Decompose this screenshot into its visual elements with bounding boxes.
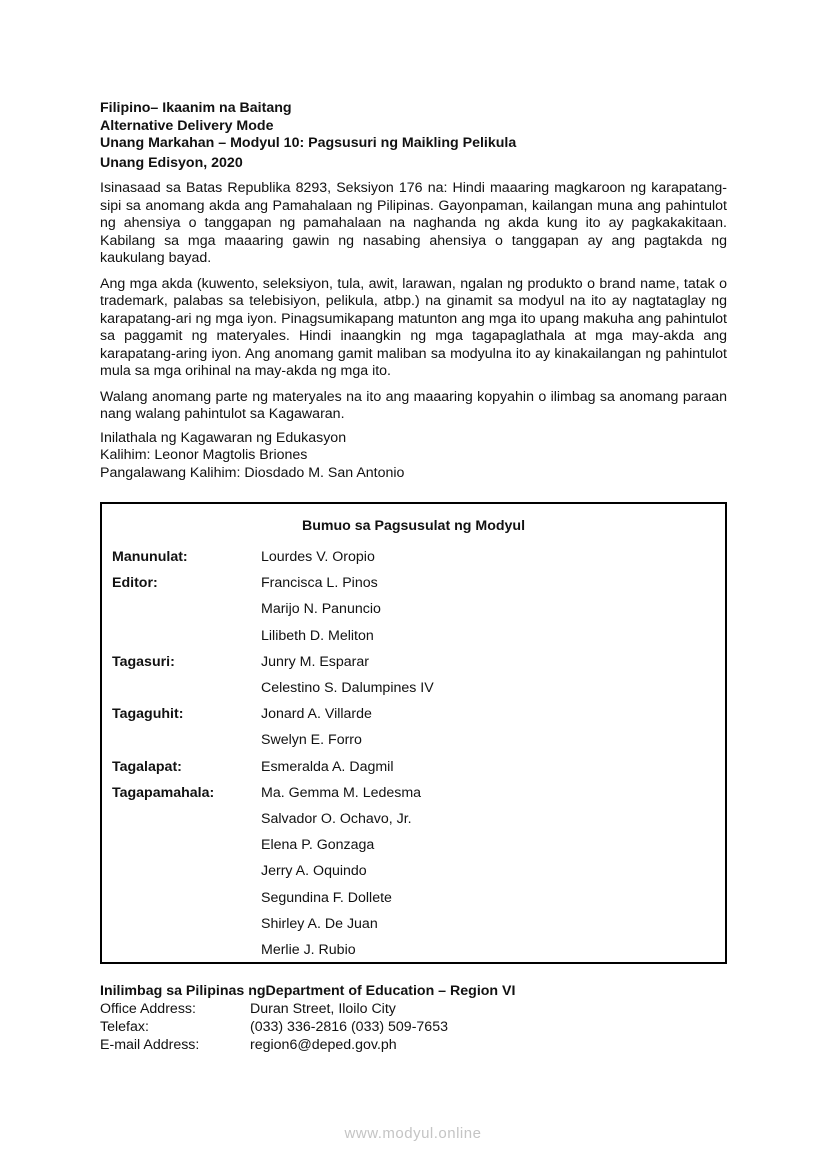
credit-name: Esmeralda A. Dagmil [261,758,394,775]
credit-role: Tagalapat: [112,758,182,775]
credit-name: Segundina F. Dollete [261,889,392,906]
credit-row [112,858,434,884]
credit-role: Editor: [112,575,158,592]
credit-role: Tagasuri: [112,653,175,670]
subject-title: Filipino– Ikaanim na Baitang [100,100,292,116]
secretary-line: Kalihim: Leonor Magtolis Briones [100,447,308,464]
credit-row [112,780,434,806]
contact-label: Office Address: [100,1001,196,1017]
edition: Unang Edisyon, 2020 [100,154,243,171]
credit-name: Jonard A. Villarde [261,706,372,723]
credit-name: Celestino S. Dalumpines IV [261,680,434,697]
copyright-paragraph: Isinasaad sa Batas Republika 8293, Seksiyon 176 na: Hindi maaaring magkaroon ng karapatang-sipi sa anomang akda ang Pamahalaan ng Pilipinas. Gayonpaman, kailangan muna ang pahintulot ng ahensiya o tanggapan ng pamahalaan na naghanda ng akda kung ito ay pagkakakitaan. Kabilang sa mga maaaring gawin ng nasabing ahensiya o tanggapan ay ang pagtakda ng kaukulang bayad. [100,180,727,266]
credit-row [112,937,434,963]
contact-value: Duran Street, Iloilo City [250,1001,396,1017]
credit-name: Shirley A. De Juan [261,915,378,932]
credit-row [112,911,434,937]
copyright-paragraph: Ang mga akda (kuwento, seleksiyon, tula, awit, larawan, ngalan ng produkto o brand name, tatak o trademark, palabas sa telebisiyon, pelikula, atbp.) na ginamit sa modyul na ito ay nagtataglay ng karapatang-ari ng mga iyon. Pinagsumikapang matunton ang mga ito upang makuha ang pahintulot sa paggamit ng materyales. Hindi inaangkin ng mga tagapaglathala at mga may-akda ang karapatang-aring iyon. Ang anomang gamit maliban sa modyulna ito ay kinakailangan ng pahintulot mula sa mga orihinal na may-akda ng mga ito. [100,275,727,379]
credits-title: Bumuo sa Pagsusulat ng Modyul [301,518,526,534]
contact-info [100,1000,515,1054]
credit-name: Merlie J. Rubio [261,941,356,958]
credit-row [112,727,434,753]
publisher-info [100,430,727,483]
undersecretary-line: Pangalawang Kalihim: Diosdado M. San Antonio [100,464,405,481]
watermark: www.modyul.online [344,1125,482,1142]
credit-name: Salvador O. Ochavo, Jr. [261,810,412,827]
credit-name: Francisca L. Pinos [261,575,378,592]
credit-name: Ma. Gemma M. Ledesma [261,784,422,801]
credit-name: Marijo N. Panuncio [261,601,381,618]
credit-row [112,754,434,780]
credit-row [112,596,434,622]
publisher-line: Inilathala ng Kagawaran ng Edukasyon [100,429,347,446]
credit-row [112,884,434,910]
delivery-mode: Alternative Delivery Mode [100,117,274,134]
credit-row [112,544,434,570]
contact-row [100,1000,515,1018]
credit-row [112,649,434,675]
credit-role: Tagaguhit: [112,706,184,723]
credit-name: Lilibeth D. Meliton [261,627,374,644]
credits-list [112,544,434,963]
credit-name: Swelyn E. Forro [261,732,362,749]
credit-name: Jerry A. Oquindo [261,863,367,880]
contact-value: region6@deped.gov.ph [250,1037,397,1053]
credit-row [112,623,434,649]
credit-name: Elena P. Gonzaga [261,837,375,854]
contact-value: (033) 336-2816 (033) 509-7653 [250,1019,448,1035]
copyright-paragraph: Walang anomang parte ng materyales na ito ang maaaring kopyahin o ilimbag sa anomang paraan nang walang pahintulot sa Kagawaran. [100,388,727,422]
contact-row [100,1036,515,1054]
credit-row [112,701,434,727]
credit-row [112,570,434,596]
credit-name: Lourdes V. Oropio [261,549,375,566]
credit-name: Junry M. Esparar [261,653,370,670]
contact-label: Telefax: [100,1019,149,1035]
credit-row [112,675,434,701]
contact-row [100,1018,515,1036]
printed-by: Inilimbag sa Pilipinas ngDepartment of Education – Region VI [100,983,516,999]
credits-box [100,502,727,964]
copyright-page [100,100,727,482]
footer [100,982,515,1054]
credit-row [112,806,434,832]
module-title: Unang Markahan – Modyul 10: Pagsusuri ng Maikling Pelikula [100,135,517,151]
contact-label: E-mail Address: [100,1037,200,1053]
credit-role: Manunulat: [112,549,188,566]
credit-role: Tagapamahala: [112,784,215,801]
credit-row [112,832,434,858]
